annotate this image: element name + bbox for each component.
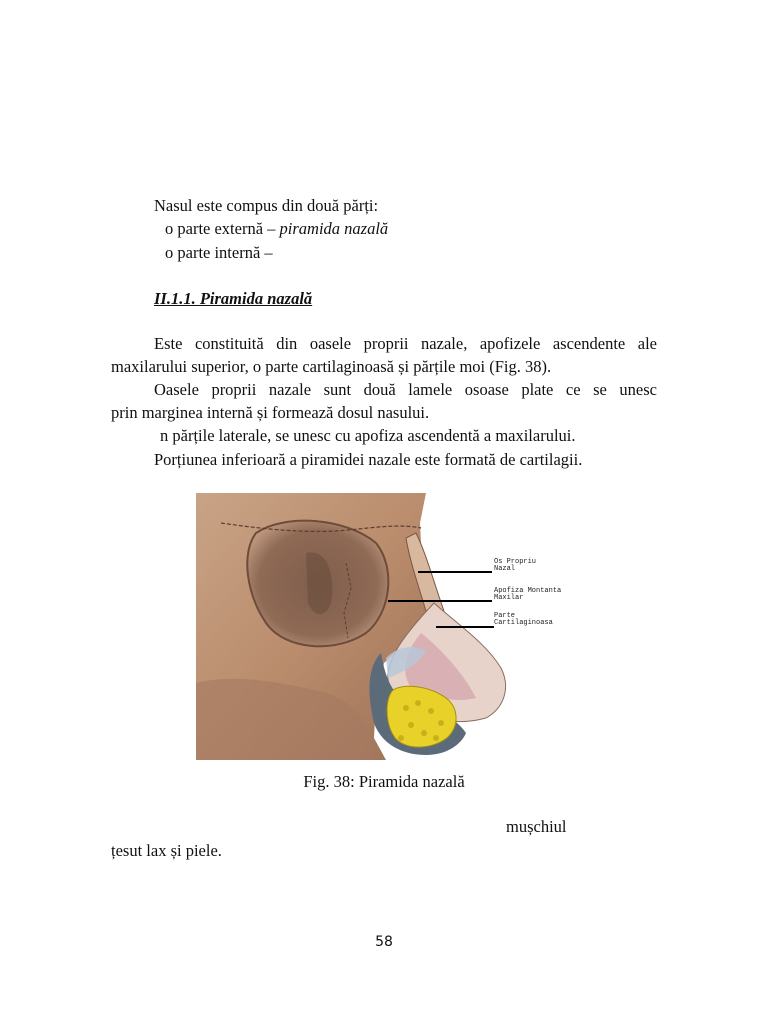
- section-heading: II.1.1. Piramida nazală: [154, 289, 313, 308]
- label-parte: Parte: [494, 612, 516, 620]
- paragraph-2-line-2: prin marginea internă și formează dosul nasului.: [111, 403, 430, 422]
- fragment-muschiul: mușchiul: [506, 817, 567, 836]
- figure-caption: Fig. 38: Piramida nazală: [303, 772, 465, 791]
- paragraph-1-line-2: maxilarului superior, o parte cartilaginoasă și părțile moi (Fig. 38).: [111, 357, 552, 376]
- paragraph-3: n părțile laterale, se unesc cu apofiza ascendentă a maxilarului.: [160, 426, 576, 445]
- intro-line-2-prefix: o parte externă –: [165, 219, 280, 238]
- intro-line-1: Nasul este compus din două părți:: [154, 196, 379, 215]
- label-apofiza-montanta: Apofiza Montanta: [494, 587, 562, 595]
- paragraph-2-line-1: Oasele proprii nazale sunt două lamele osoase plate ce se unesc: [154, 380, 657, 399]
- paragraph-4: Porțiunea inferioară a piramidei nazale este formată de cartilagii.: [154, 450, 583, 469]
- fragment-tesut: țesut lax și piele.: [111, 841, 222, 860]
- intro-line-2: [165, 219, 388, 239]
- nasal-pyramid-figure: [196, 493, 572, 760]
- nasal-pyramid-illustration: [196, 493, 572, 760]
- label-maxilar: Maxilar: [494, 594, 524, 602]
- intro-line-3: o parte internă –: [165, 243, 273, 262]
- paragraph-1-line-1: Este constituită din oasele proprii nazale, apofizele ascendente ale: [154, 334, 657, 353]
- label-os-propriu: Os Propriu: [494, 558, 537, 566]
- page-number: 58: [375, 934, 393, 950]
- label-nazal: Nazal: [494, 565, 516, 573]
- intro-line-2-italic: piramida nazală: [279, 219, 389, 238]
- label-cartilaginoasa: Cartilaginoasa: [494, 619, 553, 627]
